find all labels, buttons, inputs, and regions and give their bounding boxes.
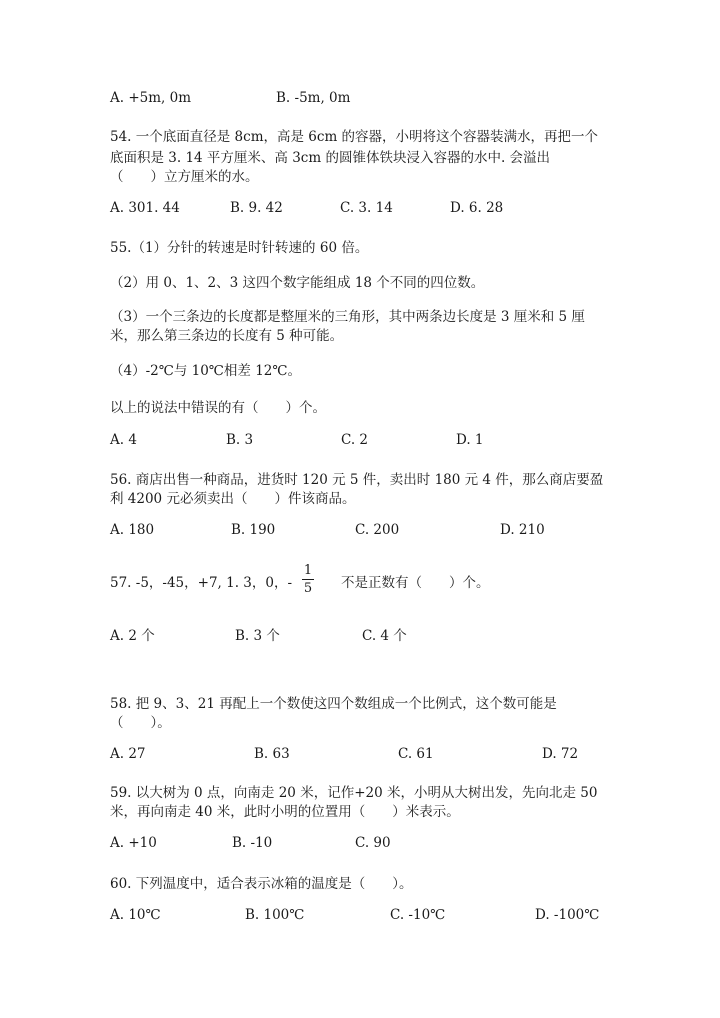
q54-text-line3: （ ）立方厘米的水。 xyxy=(110,169,259,185)
q58-option-c: C. 61 xyxy=(398,746,434,762)
q56-text-line1: 56. 商店出售一种商品，进货时 120 元 5 件，卖出时 180 元 4 件，那么商店要盈 xyxy=(110,472,604,488)
q59-text-line1: 59. 以大树为 0 点，向南走 20 米，记作+20 米，小明从大树出发，先向北走 50 xyxy=(110,785,598,801)
q57-fraction-denominator: 5 xyxy=(303,581,313,596)
q58-option-b: B. 63 xyxy=(254,746,290,762)
q59-text-line2: 米，再向南走 40 米，此时小明的位置用（ ）米表示。 xyxy=(110,804,460,820)
q57-option-a: A. 2 个 xyxy=(110,628,155,644)
q60-text-line1: 60. 下列温度中，适合表示冰箱的温度是（ ）。 xyxy=(110,876,413,892)
q54-option-d: D. 6. 28 xyxy=(450,200,504,216)
q55-statement-4: （4）-2℃与 10℃相差 12℃。 xyxy=(110,363,301,379)
q60-option-a: A. 10℃ xyxy=(110,907,161,923)
q54-text-line1: 54. 一个底面直径是 8cm，高是 6cm 的容器，小明将这个容器装满水，再把一个 xyxy=(110,129,599,145)
q59-option-b: B. -10 xyxy=(232,835,273,851)
q58-option-a: A. 27 xyxy=(110,746,146,762)
q55-statement-3a: （3）一个三条边的长度都是整厘米的三角形，其中两条边长度是 3 厘米和 5 厘 xyxy=(110,309,585,325)
q57-fraction-numerator: 1 xyxy=(303,563,313,578)
q53-option-a: A. +5m, 0m xyxy=(110,90,192,106)
q54-option-b: B. 9. 42 xyxy=(230,200,283,216)
q60-option-b: B. 100℃ xyxy=(245,907,305,923)
q55-statement-3b: 米，那么第三条边的长度有 5 种可能。 xyxy=(110,328,344,344)
q54-text-line2: 底面积是 3. 14 平方厘米、高 3cm 的圆锥体铁块浸入容器的水中. 会溢出 xyxy=(110,150,551,166)
q59-option-c: C. 90 xyxy=(355,835,391,851)
q58-text-line1: 58. 把 9、3、21 再配上一个数使这四个数组成一个比例式，这个数可能是 xyxy=(110,696,557,712)
q58-option-d: D. 72 xyxy=(542,746,579,762)
q55-option-c: C. 2 xyxy=(341,432,369,448)
q57-text-prefix: 57. -5，-45，+7, 1. 3，0，- xyxy=(110,575,293,591)
q54-option-c: C. 3. 14 xyxy=(340,200,393,216)
q55-statement-1: 55.（1）分针的转速是时针转速的 60 倍。 xyxy=(110,240,369,256)
q60-option-d: D. -100℃ xyxy=(535,907,600,923)
q57-option-b: B. 3 个 xyxy=(235,628,280,644)
q55-option-d: D. 1 xyxy=(456,432,484,448)
q53-option-b: B. -5m, 0m xyxy=(276,90,351,106)
q56-text-line2: 利 4200 元必须卖出（ ）件该商品。 xyxy=(110,491,356,507)
q57-fraction xyxy=(302,563,314,596)
q57-text-suffix: 不是正数有（ ）个。 xyxy=(341,575,490,591)
q56-option-a: A. 180 xyxy=(110,522,155,538)
q57-fraction-bar xyxy=(302,579,314,580)
q55-option-a: A. 4 xyxy=(110,432,137,448)
q54-option-a: A. 301. 44 xyxy=(110,200,180,216)
q56-option-b: B. 190 xyxy=(231,522,276,538)
q60-option-c: C. -10℃ xyxy=(390,907,446,923)
q56-option-d: D. 210 xyxy=(500,522,545,538)
q57-option-c: C. 4 个 xyxy=(362,628,407,644)
q55-statement-2: （2）用 0、1、2、3 这四个数字能组成 18 个不同的四位数。 xyxy=(110,275,485,291)
q59-option-a: A. +10 xyxy=(110,835,157,851)
q56-option-c: C. 200 xyxy=(355,522,400,538)
q55-question: 以上的说法中错误的有（ ）个。 xyxy=(110,400,326,416)
q58-text-line2: （ ）。 xyxy=(110,715,171,731)
q55-option-b: B. 3 xyxy=(226,432,254,448)
